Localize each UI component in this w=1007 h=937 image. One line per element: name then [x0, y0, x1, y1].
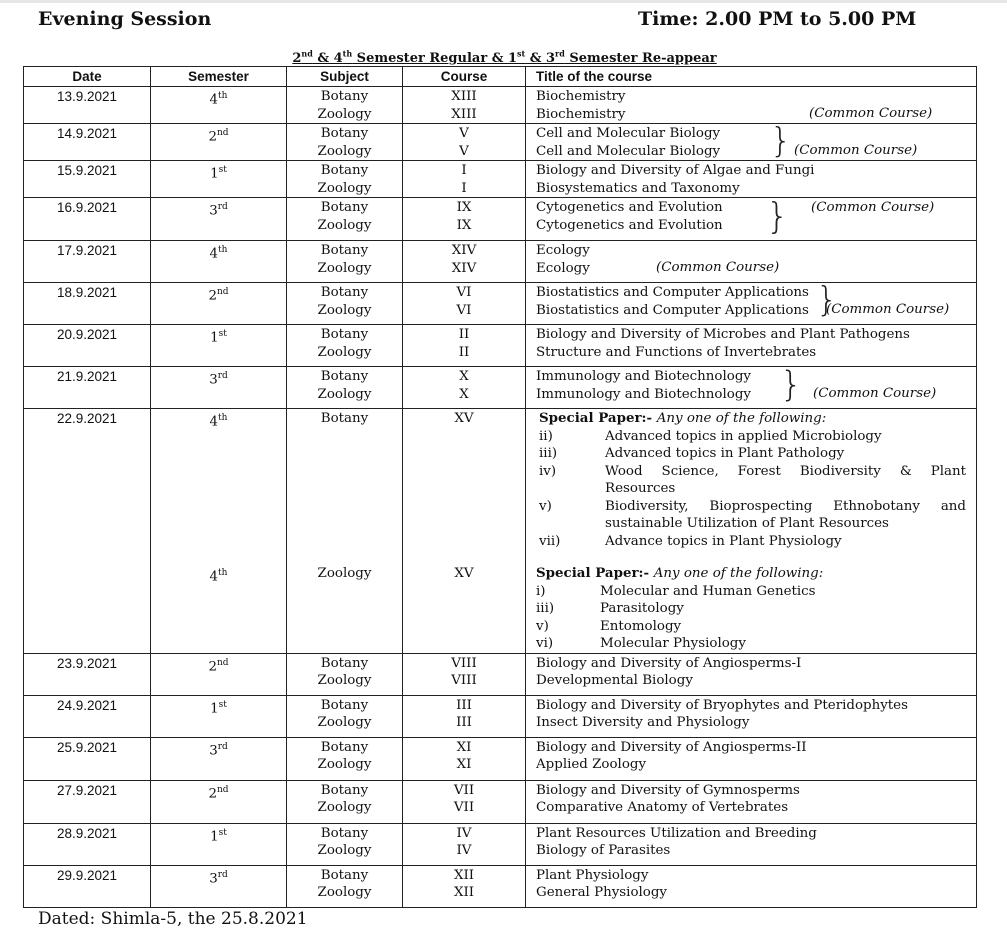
title-cell: [526, 865, 977, 907]
option-title: Molecular Physiology: [600, 636, 746, 651]
date-cell: 16.9.2021: [24, 198, 151, 241]
course-title: Biology and Diversity of Microbes and Plant Pathogens: [536, 327, 910, 342]
course-title: General Physiology: [536, 885, 667, 900]
course-cell: [403, 87, 526, 124]
course-title: Cytogenetics and Evolution: [536, 217, 723, 233]
subject-cell: [287, 367, 403, 409]
subtitle-sup: st: [517, 49, 526, 59]
course-title: Plant Physiology: [536, 867, 649, 883]
bracket-brace: }: [780, 365, 803, 405]
table-row: [24, 367, 977, 409]
semester-cell: [151, 283, 287, 325]
special-paper-option: [536, 583, 976, 601]
semester-sup: nd: [216, 287, 229, 297]
course-title: Biology and Diversity of Gymnosperms: [536, 782, 800, 798]
schedule-rows: [24, 87, 977, 409]
title-cell: [526, 780, 977, 823]
date-cell: 21.9.2021: [24, 367, 151, 409]
table-row: [24, 653, 977, 695]
table-row: [24, 198, 977, 241]
special-paper-note: Any one of the following:: [653, 566, 824, 581]
subtitle-sup: rd: [555, 49, 565, 59]
semester-cell: [151, 823, 287, 865]
course-zoology: XIV: [451, 260, 477, 276]
title-cell: [526, 737, 977, 780]
course-botany: IV: [456, 825, 472, 841]
course-zoology: XIII: [451, 106, 477, 122]
course-botany: XII: [453, 867, 475, 883]
semester-cell: [151, 161, 287, 198]
course-title: Ecology: [536, 260, 590, 276]
semester-sup: st: [218, 827, 227, 838]
semester-number: 4: [209, 569, 219, 585]
course-botany: VIII: [451, 655, 477, 671]
subject-botany: Botany: [320, 655, 369, 671]
special-paper-option: [536, 618, 976, 636]
table-row: [24, 87, 977, 124]
option-title: Molecular and Human Genetics: [600, 583, 816, 599]
table-row: [24, 283, 977, 325]
subject-botany: Botany: [320, 782, 369, 798]
course-botany: XIII: [451, 89, 477, 104]
subject-cell: [287, 161, 403, 198]
course-title: Biology and Diversity of Bryophytes and Pteridophytes: [536, 697, 908, 713]
semester-number: 2: [208, 785, 217, 801]
subtitle-part: Semester Regular & 1: [352, 51, 517, 67]
subtitle-part: & 4: [312, 51, 343, 67]
title-cell: [526, 695, 977, 737]
course-botany: VI: [456, 285, 472, 300]
course-cell: [403, 737, 526, 780]
course-cell: [403, 198, 526, 241]
semester-number: 1: [210, 330, 219, 346]
special-paper-label: Special Paper:-: [536, 565, 650, 581]
course-cell: [403, 409, 526, 654]
course-botany: III: [456, 697, 472, 713]
subject-cell: [287, 780, 403, 823]
common-course-note: (Common Course): [811, 200, 935, 215]
course-botany: I: [461, 163, 467, 178]
common-course-note: (Common Course): [656, 260, 780, 275]
schedule-rows-after: [24, 653, 977, 907]
semester-number: 4: [209, 246, 219, 262]
semester-number: 3: [209, 372, 218, 388]
table-row: [24, 695, 977, 737]
special-paper-heading: [539, 410, 976, 428]
course-zoology: XI: [456, 757, 472, 772]
course-zoology: VIII: [451, 673, 477, 688]
course-title: Cell and Molecular Biology: [536, 143, 721, 159]
subject-zoology: Zoology: [317, 757, 372, 772]
special-paper-label: Special Paper:-: [539, 410, 653, 426]
semester-cell: [151, 409, 287, 654]
course-botany: XI: [456, 739, 472, 755]
session-time: Time: 2.00 PM to 5.00 PM: [638, 8, 917, 30]
course-zoology: X: [459, 386, 469, 402]
common-course-note: (Common Course): [826, 302, 950, 317]
semester-sup: th: [218, 568, 228, 578]
special-paper-option: [539, 428, 976, 446]
course-zoology: IV: [456, 843, 472, 858]
common-course-note: (Common Course): [809, 106, 933, 121]
semester-number: 3: [209, 870, 218, 886]
course-title: Biostatistics and Computer Applications: [536, 285, 809, 300]
semester-subtitle: [0, 49, 1007, 66]
course-zoology: XII: [453, 885, 475, 900]
course-title: Biosystematics and Taxonomy: [536, 180, 740, 196]
course-title: Plant Resources Utilization and Breeding: [536, 825, 817, 841]
subject-cell: [287, 695, 403, 737]
semester-sup: st: [218, 165, 227, 175]
option-title: Biodiversity, Bioprospecting Ethnobotany and sustainable Utilization of Plant Resources: [605, 498, 966, 531]
date-cell: 17.9.2021: [24, 241, 151, 283]
subject-cell: [287, 865, 403, 907]
special-paper-rows: [24, 409, 977, 654]
subject-cell: [287, 124, 403, 161]
subject-zoology: Zoology: [317, 180, 372, 196]
col-header-subject: Subject: [287, 67, 403, 87]
semester-sup: th: [218, 245, 228, 255]
table-row-special: [24, 409, 977, 654]
option-title: Advance topics in Plant Physiology: [605, 533, 842, 549]
subject-zoology: Zoology: [317, 673, 372, 688]
title-cell: [526, 161, 977, 198]
dated-footer: Dated: Shimla-5, the 25.8.2021: [38, 909, 308, 929]
common-course-note: (Common Course): [794, 143, 918, 158]
date-cell: 29.9.2021: [24, 865, 151, 907]
course-title: Biostatistics and Computer Applications: [536, 302, 809, 318]
option-title: Advanced topics in applied Microbiology: [605, 428, 882, 444]
option-number: iv): [539, 463, 557, 479]
subject-cell: [287, 409, 403, 654]
subject-botany: Botany: [320, 285, 369, 300]
exam-schedule-table: [23, 66, 977, 908]
semester-sup: th: [218, 91, 228, 101]
course-zoology: VI: [456, 302, 472, 318]
course-botany: X: [459, 369, 469, 384]
bracket-brace: }: [770, 121, 792, 161]
special-paper-option: [539, 463, 976, 498]
option-number: iii): [539, 446, 558, 461]
option-number: v): [539, 498, 552, 514]
date-cell: 15.9.2021: [24, 161, 151, 198]
table-row: [24, 780, 977, 823]
table-row: [24, 823, 977, 865]
table-row: [24, 124, 977, 161]
course-zoology: V: [459, 143, 469, 159]
semester-cell: [151, 124, 287, 161]
subject-botany: Botany: [320, 200, 369, 215]
table-row: [24, 241, 977, 283]
subject-zoology: Zoology: [317, 800, 372, 815]
course-botany: IX: [456, 200, 472, 215]
table-row: [24, 325, 977, 367]
subject-zoology: Zoology: [317, 885, 372, 900]
semester-number: 3: [209, 742, 218, 758]
course-botany: VII: [453, 782, 475, 798]
special-paper-option: [539, 445, 976, 463]
special-paper-zoology: [536, 565, 976, 653]
subject-botany: Botany: [320, 163, 369, 178]
course-zoology: IX: [456, 217, 472, 233]
title-cell: [526, 367, 977, 409]
special-paper-botany: [539, 410, 976, 565]
semester-number: 1: [210, 700, 219, 716]
course-title: Insect Diversity and Physiology: [536, 715, 750, 730]
subject-cell: [287, 325, 403, 367]
semester-number: 4: [209, 92, 219, 108]
special-paper-option: [539, 533, 976, 551]
course-cell: [403, 283, 526, 325]
option-title: Entomology: [600, 618, 682, 634]
date-cell: 18.9.2021: [24, 283, 151, 325]
special-paper-option: [536, 635, 976, 653]
table-header-row: [24, 67, 977, 87]
option-number: iii): [536, 601, 555, 616]
subject-botany: Botany: [320, 243, 369, 258]
semester-number: 4: [209, 414, 219, 430]
subject-botany: Botany: [320, 697, 369, 713]
course-cell: [403, 823, 526, 865]
subject-zoology: Zoology: [317, 106, 372, 122]
course-botany: V: [459, 126, 469, 141]
course-botany: XV: [454, 411, 474, 426]
semester-cell: [151, 653, 287, 695]
course-cell: [403, 124, 526, 161]
table-row: [24, 737, 977, 780]
subject-cell: [287, 823, 403, 865]
subject-botany: Botany: [320, 369, 369, 384]
table-row: [24, 865, 977, 907]
semester-cell: [151, 695, 287, 737]
date-cell: 25.9.2021: [24, 737, 151, 780]
course-title: Biology and Diversity of Angiosperms-II: [536, 739, 807, 755]
special-paper-heading: [536, 565, 976, 583]
common-course-note: (Common Course): [813, 386, 937, 401]
subject-zoology: Zoology: [317, 715, 372, 730]
course-title: Biology and Diversity of Angiosperms-I: [536, 655, 802, 671]
option-number: vii): [539, 533, 561, 549]
semester-sup: rd: [217, 741, 228, 752]
course-zoology: II: [458, 344, 470, 360]
semester-number: 2: [208, 658, 217, 674]
course-botany: II: [458, 327, 470, 342]
option-title: Advanced topics in Plant Pathology: [605, 446, 845, 461]
subject-cell: [287, 241, 403, 283]
semester-sup: rd: [217, 371, 228, 381]
subject-cell: [287, 283, 403, 325]
subject-zoology: Zoology: [317, 217, 372, 233]
subject-zoology: Zoology: [317, 302, 372, 318]
semester-cell: [151, 87, 287, 124]
title-cell: [526, 241, 977, 283]
subject-botany: Botany: [320, 126, 369, 141]
option-number: vi): [536, 636, 554, 651]
semester-number: 2: [208, 288, 217, 304]
subject-botany: Botany: [320, 327, 369, 342]
course-zoology: VII: [453, 800, 475, 815]
subject-botany: Botany: [320, 89, 369, 104]
semester-number: 1: [210, 828, 219, 844]
top-border: [0, 0, 1007, 3]
bracket-brace: }: [816, 280, 838, 320]
subject-botany: Botany: [320, 867, 369, 883]
course-title: Ecology: [536, 243, 590, 258]
title-cell: [526, 198, 977, 241]
title-cell: [526, 280, 977, 325]
semester-sup: nd: [216, 128, 229, 138]
course-title: Biochemistry: [536, 106, 626, 122]
course-cell: [403, 325, 526, 367]
option-number: v): [536, 618, 549, 634]
special-paper-option: [539, 498, 976, 533]
semester-cell: [151, 367, 287, 409]
subject-zoology: Zoology: [317, 143, 372, 159]
date-cell: 23.9.2021: [24, 653, 151, 695]
date-cell: 27.9.2021: [24, 780, 151, 823]
semester-cell: [151, 780, 287, 823]
date-cell: 24.9.2021: [24, 695, 151, 737]
subtitle-part: Semester Re-appear: [564, 51, 717, 67]
option-number: i): [536, 583, 546, 599]
course-cell: [403, 695, 526, 737]
semester-cell: [151, 865, 287, 907]
title-cell: [526, 325, 977, 367]
semester-number: 3: [209, 203, 218, 219]
semester-cell: [151, 325, 287, 367]
course-title: Cell and Molecular Biology: [536, 126, 721, 141]
title-cell: [526, 653, 977, 695]
subject-zoology: Zoology: [317, 260, 372, 276]
course-title: Cytogenetics and Evolution: [536, 200, 723, 215]
subject-botany: Botany: [320, 739, 369, 755]
col-header-title: Title of the course: [526, 67, 977, 87]
course-title: Biology of Parasites: [536, 843, 671, 858]
course-title: Biochemistry: [536, 89, 626, 104]
course-cell: [403, 241, 526, 283]
semester-number: 1: [210, 166, 219, 182]
subtitle-sup: nd: [301, 49, 313, 59]
date-cell: 28.9.2021: [24, 823, 151, 865]
subject-cell: [287, 653, 403, 695]
course-title: Comparative Anatomy of Vertebrates: [536, 800, 789, 815]
special-paper-note: Any one of the following:: [656, 411, 827, 426]
subject-zoology: Zoology: [317, 386, 372, 402]
semester-cell: [151, 737, 287, 780]
semester-cell: [151, 198, 287, 241]
semester-sup: rd: [217, 869, 228, 880]
semester-number: 2: [208, 129, 217, 145]
course-botany: XIV: [451, 243, 477, 258]
subject-botany: Botany: [320, 825, 369, 841]
date-cell: 13.9.2021: [24, 87, 151, 124]
subtitle-part: 2: [292, 51, 302, 67]
special-paper-cell: [526, 409, 977, 654]
bracket-brace: }: [766, 196, 789, 237]
table-row: [24, 161, 977, 198]
course-zoology: I: [461, 180, 467, 196]
course-title: Immunology and Biotechnology: [536, 386, 751, 402]
subtitle-sup: th: [342, 49, 353, 59]
course-cell: [403, 161, 526, 198]
semester-cell: [151, 241, 287, 283]
option-number: ii): [539, 428, 553, 444]
subject-zoology: Zoology: [317, 566, 372, 581]
date-cell: 22.9.2021: [24, 409, 151, 654]
title-cell: [526, 823, 977, 865]
course-cell: [403, 653, 526, 695]
course-title: Structure and Functions of Invertebrates: [536, 344, 817, 360]
subject-cell: [287, 198, 403, 241]
title-cell: [526, 87, 977, 124]
option-title: Parasitology: [600, 601, 684, 616]
course-cell: [403, 367, 526, 409]
semester-sup: th: [218, 413, 228, 423]
semester-sup: rd: [217, 202, 228, 212]
special-paper-option: [536, 600, 976, 618]
subject-cell: [287, 87, 403, 124]
option-title: Wood Science, Forest Biodiversity & Plant Resources: [605, 463, 966, 496]
course-zoology: III: [456, 715, 472, 730]
course-title: Applied Zoology: [536, 757, 647, 772]
course-title: Immunology and Biotechnology: [536, 369, 751, 384]
semester-sup: nd: [216, 657, 229, 668]
subject-zoology: Zoology: [317, 344, 372, 360]
course-title: Developmental Biology: [536, 673, 693, 688]
title-cell: [526, 121, 977, 161]
col-header-semester: Semester: [151, 67, 287, 87]
course-zoology: XV: [454, 566, 474, 581]
session-title: Evening Session: [38, 8, 212, 30]
subject-botany: Botany: [320, 411, 369, 426]
subtitle-part: & 3: [525, 51, 556, 67]
date-cell: 20.9.2021: [24, 325, 151, 367]
subject-zoology: Zoology: [317, 843, 372, 858]
col-header-date: Date: [24, 67, 151, 87]
subject-cell: [287, 737, 403, 780]
semester-sup: st: [218, 329, 227, 339]
semester-sup: st: [218, 699, 227, 710]
semester-sup: nd: [216, 784, 229, 795]
course-cell: [403, 780, 526, 823]
course-cell: [403, 865, 526, 907]
col-header-course: Course: [403, 67, 526, 87]
course-title: Biology and Diversity of Algae and Fungi: [536, 163, 815, 178]
date-cell: 14.9.2021: [24, 124, 151, 161]
